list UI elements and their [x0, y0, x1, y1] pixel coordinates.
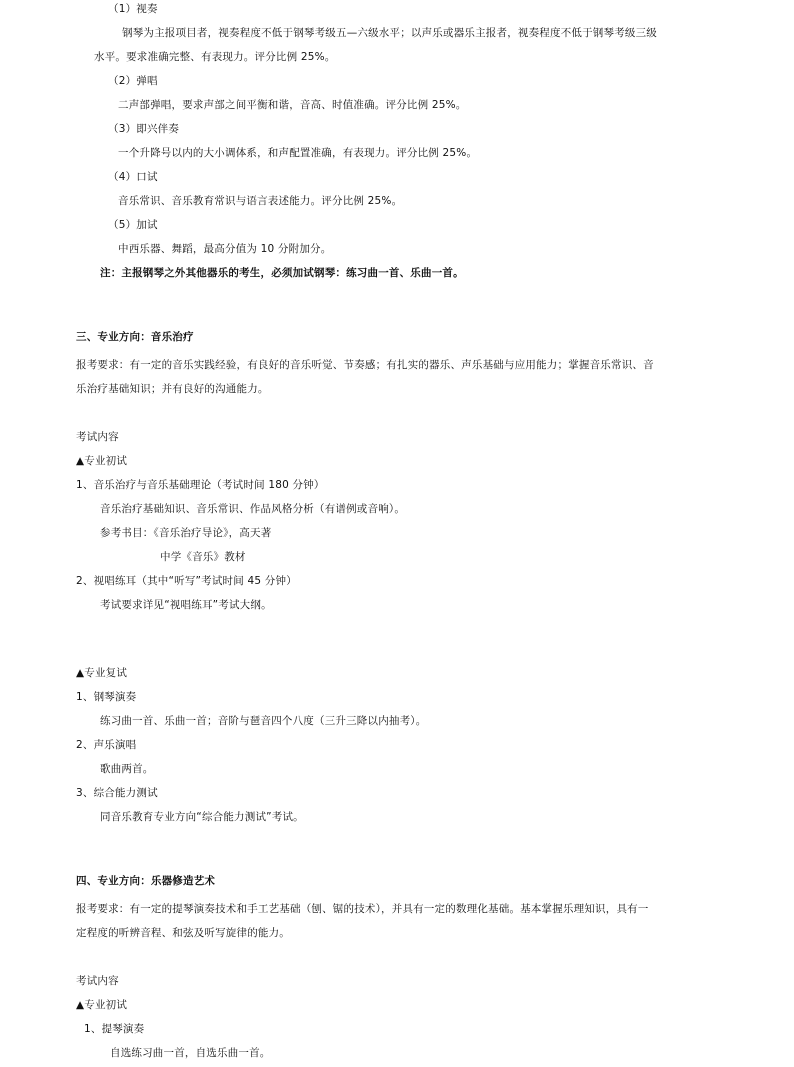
subheading-exam-content: 考试内容: [76, 975, 119, 987]
paragraph-text: 自选练习曲一首，自选乐曲一首。: [110, 1047, 271, 1059]
paragraph-text: 同音乐教育专业方向“综合能力测试”考试。: [100, 811, 304, 823]
item-extra-exam-heading: （5）加试: [108, 219, 158, 231]
subheading-preliminary: ▲专业初试: [76, 999, 128, 1011]
paragraph-text: 二声部弹唱，要求声部之间平衡和谐，音高、时值准确。评分比例 25%。: [118, 99, 467, 111]
list-item: 2、视唱练耳（其中“听写”考试时间 45 分钟）: [76, 575, 297, 587]
paragraph-text: 报考要求：有一定的音乐实践经验，有良好的音乐听觉、节奏感；有扎实的器乐、声乐基础与应用能力；掌握音乐常识、音: [76, 359, 654, 371]
subheading-preliminary: ▲专业初试: [76, 455, 128, 467]
paragraph-text: 歌曲两首。: [100, 763, 154, 775]
note-text: 注：主报钢琴之外其他器乐的考生，必须加试钢琴：练习曲一首、乐曲一首。: [100, 267, 464, 279]
paragraph-text: 音乐常识、音乐教育常识与语言表述能力。评分比例 25%。: [118, 195, 403, 207]
item-oral-exam-heading: （4）口试: [108, 171, 158, 183]
paragraph-text: 钢琴为主报项目者，视奏程度不低于钢琴考级五—六级水平；以声乐或器乐主报者，视奏程度不低于钢琴考级三级: [122, 27, 657, 39]
paragraph-text: 中学《音乐》教材: [160, 551, 246, 563]
list-item: 3、综合能力测试: [76, 787, 158, 799]
section-heading-music-therapy: 三、专业方向：音乐治疗: [76, 331, 194, 343]
paragraph-text: 乐治疗基础知识；并有良好的沟通能力。: [76, 383, 269, 395]
paragraph-text: 中西乐器、舞蹈，最高分值为 10 分附加分。: [118, 243, 332, 255]
paragraph-text: 参考书目：《音乐治疗导论》，高天著: [100, 527, 272, 539]
paragraph-text: 水平。要求准确完整、有表现力。评分比例 25%。: [94, 51, 336, 63]
paragraph-text: 一个升降号以内的大小调体系，和声配置准确，有表现力。评分比例 25%。: [118, 147, 478, 159]
paragraph-text: 考试要求详见“视唱练耳”考试大纲。: [100, 599, 272, 611]
list-item: 2、声乐演唱: [76, 739, 137, 751]
paragraph-text: 练习曲一首、乐曲一首；音阶与琶音四个八度（三升三降以内抽考）。: [100, 715, 427, 727]
paragraph-text: 报考要求：有一定的提琴演奏技术和手工艺基础（刨、锯的技术），并具有一定的数理化基础。基本掌握乐理知识，具有一: [76, 903, 649, 915]
subheading-exam-content: 考试内容: [76, 431, 119, 443]
list-item: 1、提琴演奏: [84, 1023, 145, 1035]
paragraph-text: 定程度的听辨音程、和弦及听写旋律的能力。: [76, 927, 290, 939]
item-sing-accompany-heading: （2）弹唱: [108, 75, 158, 87]
subheading-retest: ▲专业复试: [76, 667, 128, 679]
item-sight-reading-heading: （1）视奏: [108, 3, 158, 15]
section-heading-instrument-making: 四、专业方向：乐器修造艺术: [76, 875, 216, 887]
list-item: 1、钢琴演奏: [76, 691, 137, 703]
item-improvisation-heading: （3）即兴伴奏: [108, 123, 180, 135]
paragraph-text: 音乐治疗基础知识、音乐常识、作品风格分析（有谱例或音响）。: [100, 503, 406, 515]
list-item: 1、音乐治疗与音乐基础理论（考试时间 180 分钟）: [76, 479, 325, 491]
